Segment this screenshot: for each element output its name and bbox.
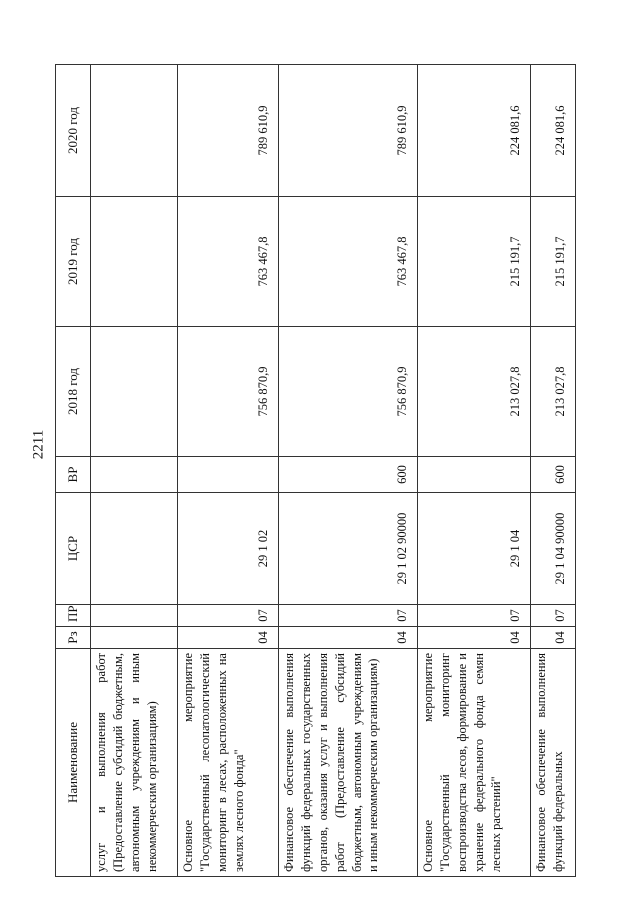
row-2020: 789 610,9 (279, 65, 418, 197)
budget-table (55, 64, 576, 877)
row-vr: 600 (531, 457, 576, 493)
row-name: Финансовое обеспечение выполнения функций федеральных (531, 649, 576, 877)
row-2019: 215 191,7 (531, 197, 576, 327)
row-2019: 763 467,8 (279, 197, 418, 327)
row-2020: 789 610,9 (178, 65, 279, 197)
table-row (279, 65, 418, 877)
row-csr (91, 493, 178, 605)
header-pr: ПР (56, 605, 91, 627)
row-vr: 600 (279, 457, 418, 493)
row-rz (91, 627, 178, 649)
row-rz: 04 (178, 627, 279, 649)
row-vr (418, 457, 531, 493)
page-number: 2211 (30, 429, 47, 460)
row-2018: 213 027,8 (418, 327, 531, 457)
header-row (56, 65, 91, 877)
row-2020: 224 081,6 (531, 65, 576, 197)
row-csr: 29 1 04 (418, 493, 531, 605)
row-vr (91, 457, 178, 493)
row-pr: 07 (531, 605, 576, 627)
row-pr: 07 (279, 605, 418, 627)
table-row (91, 65, 178, 877)
row-rz: 04 (418, 627, 531, 649)
row-pr: 07 (178, 605, 279, 627)
row-2018: 756 870,9 (279, 327, 418, 457)
table-row (178, 65, 279, 877)
row-pr (91, 605, 178, 627)
row-csr: 29 1 02 90000 (279, 493, 418, 605)
header-vr: ВР (56, 457, 91, 493)
table-row (531, 65, 576, 877)
header-csr: ЦСР (56, 493, 91, 605)
row-csr: 29 1 02 (178, 493, 279, 605)
header-2019: 2019 год (56, 197, 91, 327)
row-2018: 213 027,8 (531, 327, 576, 457)
row-name: услуг и выполнения работ (Предоставление субсидий бюджетным, автономным учреждениям и иным некоммерческим организациям) (91, 649, 178, 877)
header-rz: Рз (56, 627, 91, 649)
row-name: Основное мероприятие "Государственный мониторинг воспроизводства лесов, формирование и хранение федерального фонда семян лесных растений" (418, 649, 531, 877)
header-2018: 2018 год (56, 327, 91, 457)
row-rz: 04 (531, 627, 576, 649)
header-name: Наименование (56, 649, 91, 877)
row-pr: 07 (418, 605, 531, 627)
row-2019 (91, 197, 178, 327)
row-2020 (91, 65, 178, 197)
row-2018 (91, 327, 178, 457)
row-2018: 756 870,9 (178, 327, 279, 457)
row-vr (178, 457, 279, 493)
row-2019: 215 191,7 (418, 197, 531, 327)
budget-table-rotated (55, 65, 594, 877)
row-2020: 224 081,6 (418, 65, 531, 197)
row-name: Основное мероприятие "Государственный лесопатологический мониторинг в лесах, расположенных на землях лесного фонда" (178, 649, 279, 877)
table-row (418, 65, 531, 877)
header-2020: 2020 год (56, 65, 91, 197)
row-csr: 29 1 04 90000 (531, 493, 576, 605)
row-name: Финансовое обеспечение выполнения функций федеральных государственных органов, оказания услуг и выполнения работ (Предоставление субсидий бюджетным, автономным учреждениям и иным некоммерческим организациям) (279, 649, 418, 877)
row-rz: 04 (279, 627, 418, 649)
row-2019: 763 467,8 (178, 197, 279, 327)
